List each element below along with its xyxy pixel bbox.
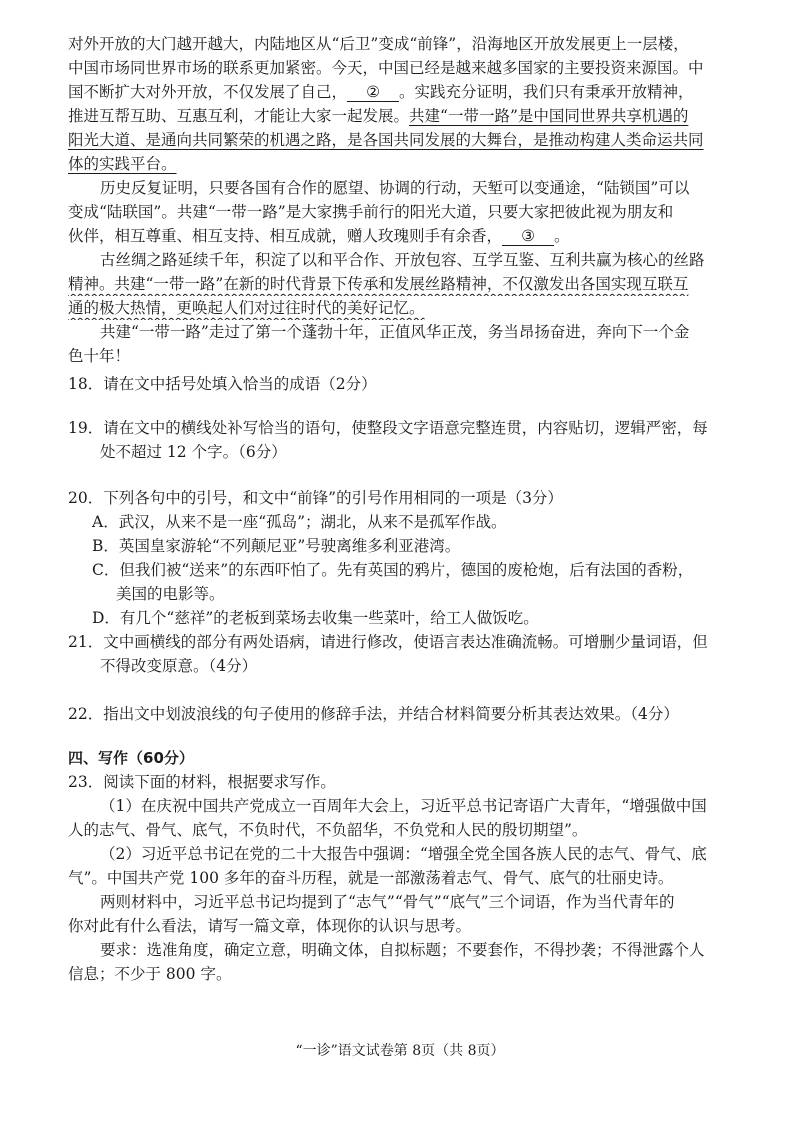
question-text: 不得改变原意。（4分）: [100, 657, 258, 675]
requirement-line: 信息；不少于 800 字。: [68, 965, 232, 983]
question-text: 21．文中画横线的部分有两处语病，请进行修改，使语言表达准确流畅。可增删少量词语，但: [68, 633, 708, 651]
passage-line: 中国市场同世界市场的联系更加紧密。今天，中国已经是越来越多国家的主要投资来源国。中: [68, 59, 704, 77]
material-line: 人的志气、骨气、底气，不负时代，不负韶华，不负党和人民的殷切期望”。: [68, 821, 588, 839]
passage-text: 推进互帮互助、互惠互利，才能让大家一起发展。: [68, 107, 410, 125]
question-text: 22．指出文中划波浪线的句子使用的修辞手法，并结合材料简要分析其表达效果。（4分）: [68, 705, 679, 723]
question-20: [68, 486, 736, 630]
material-line: 气”。中国共产党 100 多年的奋斗历程，就是一部激荡着志气、骨气、底气的壮丽史诗。: [68, 869, 674, 887]
underlined-sentence: 阳光大道、是通向共同繁荣的机遇之路，是各国共同发展的大舞台，是推动构建人类命运共同: [68, 131, 704, 149]
passage-line: 对外开放的大门越开越大，内陆地区从“后卫”变成“前锋”，沿海地区开放发展更上一层楼，: [68, 35, 689, 53]
passage-line: 变成“陆联国”。共建“一带一路”是大家携手前行的阳光大道，只要大家把彼此视为朋友和: [68, 203, 674, 221]
question-text: 20．下列各句中的引号，和文中“前锋”的引号作用相同的一项是（3分）: [68, 489, 563, 507]
reading-passage: [68, 32, 736, 368]
material-line: （2）习近平总书记在党的二十大报告中强调：“增强全党全国各族人民的志气、骨气、底: [100, 845, 707, 863]
passage-text: 。: [554, 227, 570, 245]
passage-line: 古丝绸之路延续千年，积淀了以和平合作、开放包容、互学互鉴、互利共赢为核心的丝路: [100, 251, 705, 269]
question-22: [68, 702, 736, 726]
page-footer: “一诊”语文试卷第 8页（共 8页）: [295, 1043, 505, 1059]
passage-line: [68, 152, 736, 176]
passage-text: 伙伴，相互尊重、相互支持、相互成就，赠人玫瑰则手有余香，: [68, 227, 503, 245]
material-line: （1）在庆祝中国共产党成立一百周年大会上，习近平总书记寄语广大青年，“增强做中国: [100, 797, 707, 815]
material-line: 你对此有什么看法，请写一篇文章，体现你的认识与思考。: [68, 917, 472, 935]
passage-line: [68, 104, 736, 128]
underlined-sentence: 共建“一带一路”是中国同世界共享机遇的: [409, 107, 689, 125]
requirement-line: 要求：选准角度，确定立意，明确文体，自拟标题；不要套作，不得抄袭；不得泄露个人: [100, 941, 705, 959]
option-c-continued: 美国的电影等。: [116, 585, 225, 603]
wavy-sentence: 通的极大热情，更唤起人们对过往时代的美好记忆。: [68, 299, 425, 317]
section-heading: 四、写作（60分）: [68, 749, 194, 767]
question-18: [68, 372, 736, 396]
option-c: C．但我们被“送来”的东西吓怕了。先有英国的鸦片，德国的废枪炮，后有法国的香粉，: [92, 561, 694, 579]
question-19: [68, 416, 736, 464]
underlined-sentence: 体的实践平台。: [68, 155, 177, 173]
question-text: 处不超过 12 个字。（6分）: [100, 443, 287, 461]
fill-blank-2: ②: [347, 83, 399, 102]
passage-line: [68, 224, 736, 248]
wavy-sentence: 精神。共建“一带一路”在新的时代背景下传承和发展丝路精神，不仅激发出各国实现互联互: [68, 275, 689, 293]
material-line: 两则材料中，习近平总书记均提到了“志气”“骨气”“底气”三个词语，作为当代青年的: [100, 893, 675, 911]
question-text: 19．请在文中的横线处补写恰当的语句，使整段文字语意完整连贯，内容贴切，逻辑严密，每: [68, 419, 708, 437]
passage-line: 色十年！: [68, 347, 131, 365]
passage-text: 国不断扩大对外开放，不仅发展了自己，: [68, 83, 348, 101]
passage-line: 共建“一带一路”走过了第一个蓬勃十年，正值风华正茂，务当昂扬奋进，奔向下一个金: [100, 323, 690, 341]
question-21: [68, 630, 736, 678]
writing-section: [68, 746, 736, 986]
option-b: B．英国皇家游轮“不列颠尼亚”号驶离维多利亚港湾。: [92, 537, 461, 555]
question-text: 18．请在文中括号处填入恰当的成语（2分）: [68, 375, 377, 393]
question-text: 23．阅读下面的材料，根据要求写作。: [68, 773, 336, 791]
option-a: A．武汉，从来不是一座“孤岛”；湖北，从来不是孤军作战。: [92, 513, 507, 531]
passage-text: 。实践充分证明，我们只有秉承开放精神，: [399, 83, 694, 101]
passage-line: [68, 296, 736, 320]
passage-line: [68, 128, 736, 152]
passage-line: [68, 272, 736, 296]
passage-line: 历史反复证明，只要各国有合作的愿望、协调的行动，天堑可以变通途，“陆锁国”可以: [100, 179, 690, 197]
option-d: D．有几个“慈祥”的老板到菜场去收集一些菜叶，给工人做饭吃。: [92, 609, 539, 627]
passage-line: [68, 80, 736, 104]
fill-blank-3: ③: [502, 227, 554, 246]
